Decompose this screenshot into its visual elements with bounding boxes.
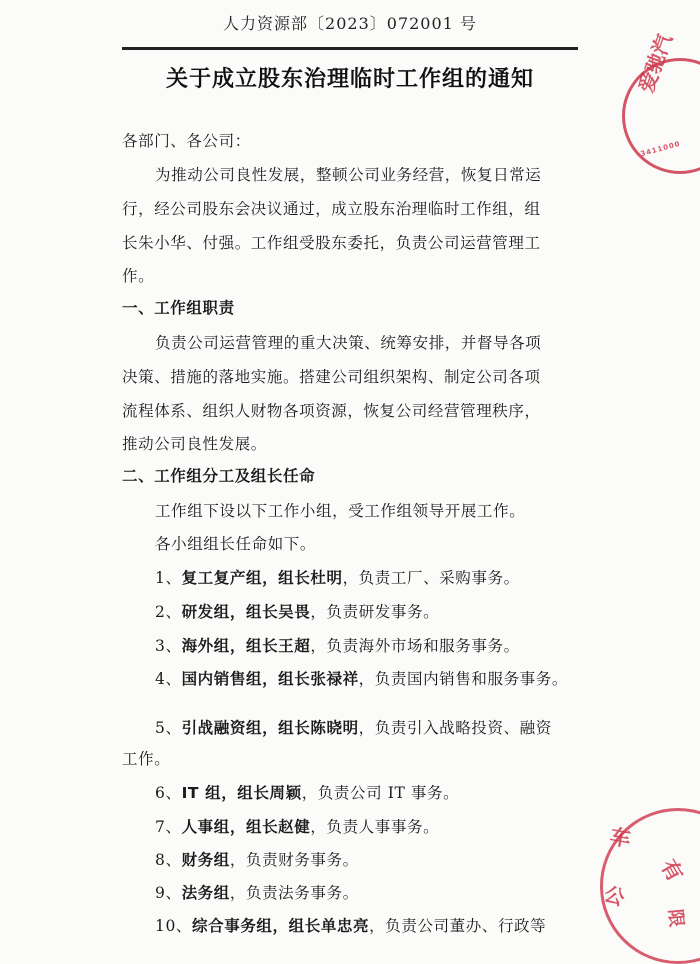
item-group: IT 组，组长周颖 xyxy=(181,784,302,802)
section2-heading: 二、工作组分工及组长任命 xyxy=(122,467,316,485)
item-group: 海外组，组长王超 xyxy=(181,637,311,655)
item-number: 5、 xyxy=(155,719,182,737)
item-number: 4、 xyxy=(155,670,182,688)
item-group: 引战融资组，组长陈晓明 xyxy=(181,719,359,737)
seal-bottom-text: 车 xyxy=(607,824,633,852)
section1-line: 流程体系、组织人财物各项资源，恢复公司经营管理秩序， xyxy=(122,402,541,420)
item-number: 6、 xyxy=(155,784,182,802)
item-duty: ，负责国内销售和服务事务。 xyxy=(358,670,568,688)
intro-line: 长朱小华、付强。工作组受股东委托，负责公司运营管理工 xyxy=(122,234,541,252)
list-item xyxy=(155,883,359,903)
item-number: 9、 xyxy=(155,884,182,902)
section2-line: 工作组下设以下工作小组，受工作组领导开展工作。 xyxy=(155,502,526,520)
item-duty: ，负责公司董办、行政等 xyxy=(369,917,547,935)
seal-top-text: 爱驰汽 xyxy=(633,30,677,96)
seal-bottom-text: 限 xyxy=(664,908,687,929)
salutation: 各部门、各公司： xyxy=(122,132,251,150)
document-title: 关于成立股东治理临时工作组的通知 xyxy=(165,67,534,92)
list-item xyxy=(155,916,546,936)
item-duty: ，负责引入战略投资、融资 xyxy=(358,719,552,737)
section1-line: 决策、措施的落地实施。搭建公司组织架构、制定公司各项 xyxy=(122,368,541,386)
item-group: 人事组，组长赵健 xyxy=(181,818,311,836)
item-group: 研发组，组长吴畏 xyxy=(181,603,311,621)
section1-line: 推动公司良性发展。 xyxy=(122,435,267,453)
list-item-continuation xyxy=(122,749,170,769)
item-number: 3、 xyxy=(155,637,182,655)
item-duty: ，负责公司 IT 事务。 xyxy=(301,784,460,802)
intro-line: 行，经公司股东会决议通过，成立股东治理临时工作组，组 xyxy=(122,200,541,218)
list-item xyxy=(155,568,520,588)
list-item xyxy=(155,669,568,689)
intro-line: 作。 xyxy=(122,267,155,285)
item-group: 综合事务组，组长单忠亮 xyxy=(192,917,370,935)
item-number: 2、 xyxy=(155,603,182,621)
document-number: 人力资源部〔2023〕072001 号 xyxy=(223,14,477,33)
item-duty: ，负责研发事务。 xyxy=(310,603,440,621)
item-duty: ，负责财务事务。 xyxy=(229,851,359,869)
item-duty: ，负责海外市场和服务事务。 xyxy=(310,637,520,655)
list-item xyxy=(155,718,552,738)
header-rule xyxy=(122,47,578,50)
section2-line: 各小组组长任命如下。 xyxy=(155,535,317,553)
item-duty: ，负责法务事务。 xyxy=(229,884,359,902)
item-duty: 工作。 xyxy=(122,750,171,768)
item-group: 国内销售组，组长张禄祥 xyxy=(181,670,359,688)
list-item xyxy=(155,602,439,622)
item-group: 复工复产组，组长杜明 xyxy=(181,569,343,587)
item-group: 财务组 xyxy=(181,851,230,869)
intro-line: 为推动公司良性发展，整顿公司业务经营，恢复日常运 xyxy=(155,166,542,184)
list-item xyxy=(155,636,520,656)
seal-bottom-text: 有 xyxy=(655,855,688,886)
section1-heading: 一、工作组职责 xyxy=(122,299,235,317)
list-item xyxy=(155,850,359,870)
seal-bottom-text: 公 xyxy=(600,881,628,911)
item-group: 法务组 xyxy=(181,884,230,902)
section1-line: 负责公司运营管理的重大决策、统筹安排，并督导各项 xyxy=(155,334,542,352)
item-number: 7、 xyxy=(155,818,182,836)
item-duty: ，负责人事事务。 xyxy=(310,818,440,836)
item-number: 1、 xyxy=(155,569,182,587)
item-duty: ，负责工厂、采购事务。 xyxy=(342,569,520,587)
item-number: 8、 xyxy=(155,851,182,869)
item-number: 10、 xyxy=(155,917,193,935)
list-item xyxy=(155,817,439,837)
list-item xyxy=(155,783,459,803)
seal-top-number: 3411000 xyxy=(639,139,682,159)
